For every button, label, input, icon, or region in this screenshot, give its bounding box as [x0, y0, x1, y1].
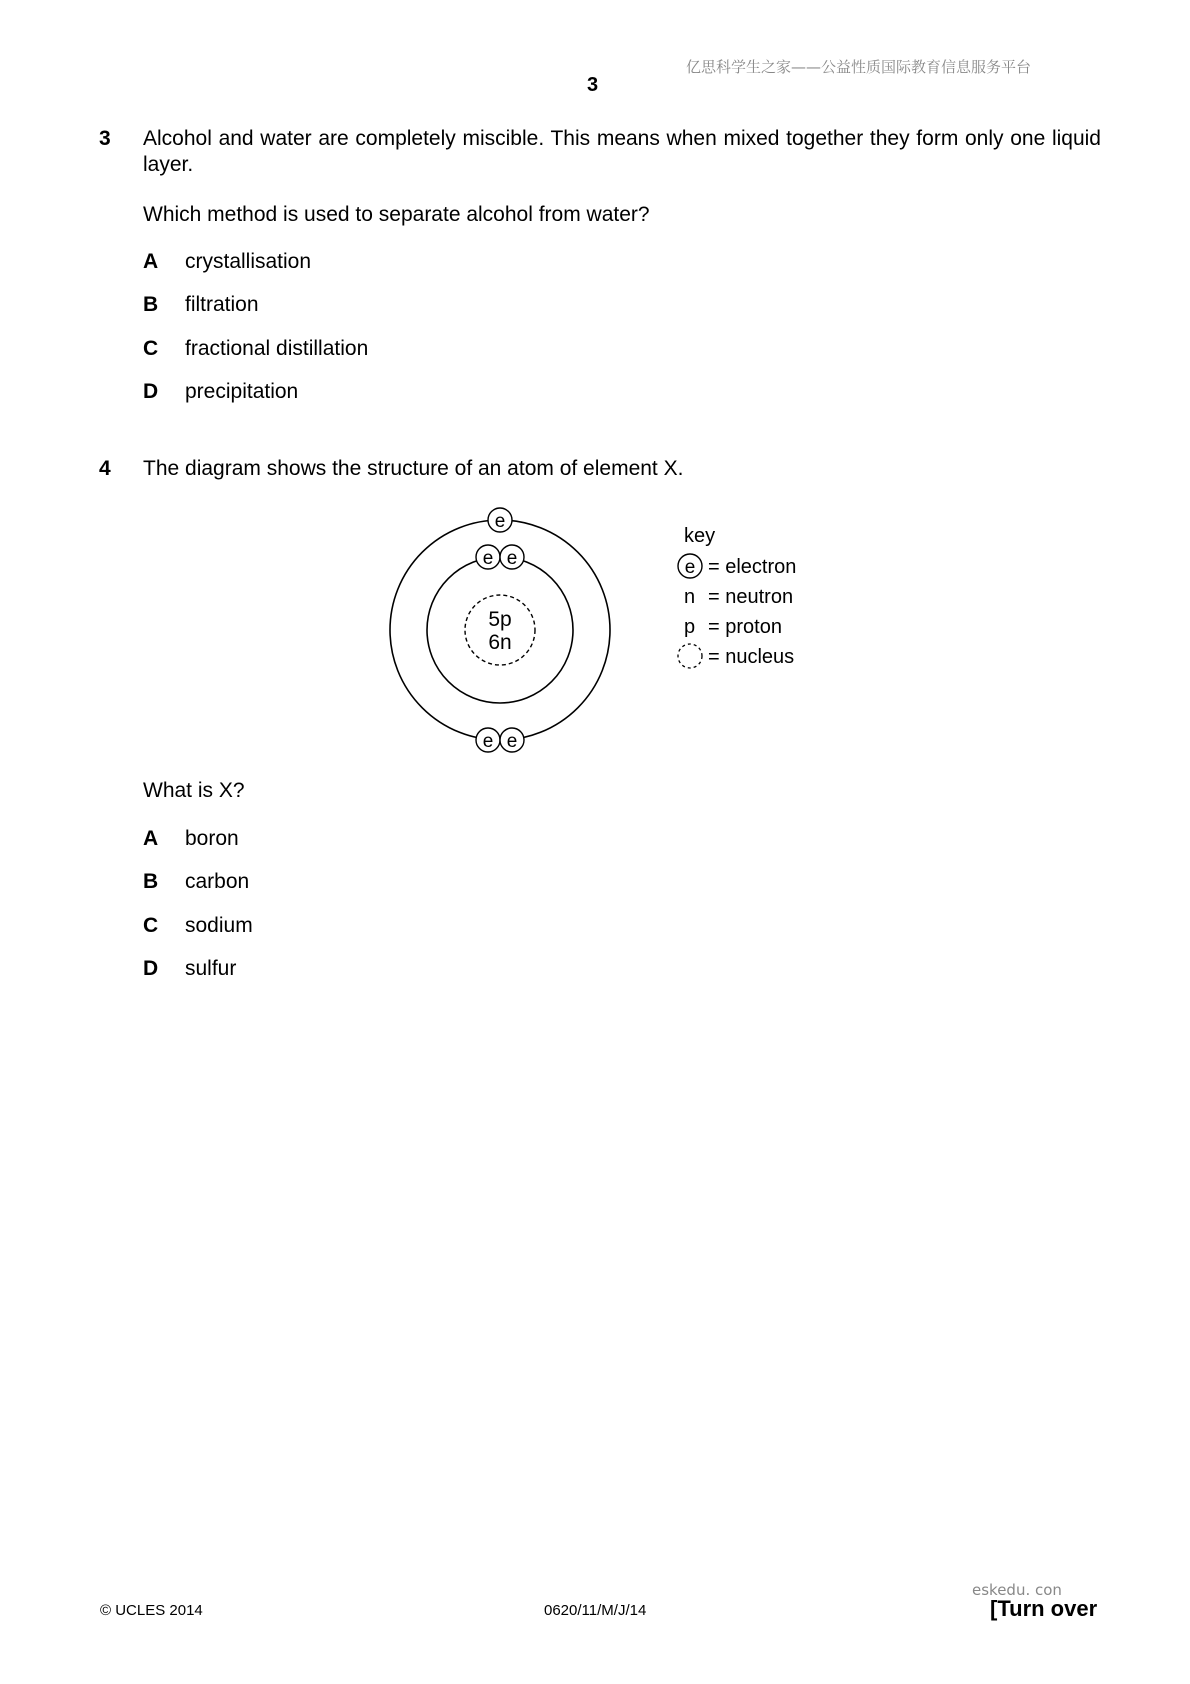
q3-option-d-text: precipitation — [185, 380, 299, 403]
q4-option-d-letter: D — [143, 957, 159, 980]
electron-outer-bottom-left — [476, 728, 500, 752]
svg-text:e: e — [494, 511, 506, 532]
header-watermark: 亿思科学生之家——公益性质国际教育信息服务平台 — [686, 58, 1032, 76]
q4-option-b-text: carbon — [185, 870, 250, 893]
q3-option-a-text: crystallisation — [185, 250, 312, 273]
electron-inner-top-right — [500, 545, 524, 569]
nucleus-protons-label: 5p — [488, 608, 512, 631]
question-4-number: 4 — [99, 457, 111, 480]
svg-text:e: e — [684, 557, 696, 578]
nucleus-neutrons-label: 6n — [488, 631, 512, 654]
q3-option-a-letter: A — [143, 250, 159, 273]
key-nucleus-icon — [678, 644, 702, 668]
atom-structure-diagram — [380, 505, 820, 755]
electron-outer-bottom-right — [500, 728, 524, 752]
footer-watermark: eskedu. con — [972, 1581, 1062, 1599]
key-proton-label: = proton — [708, 616, 782, 638]
key-title: key — [684, 525, 716, 547]
svg-text:e: e — [482, 548, 494, 569]
question-3-number: 3 — [99, 127, 111, 150]
page-number: 3 — [587, 74, 599, 96]
q3-option-b-letter: B — [143, 293, 159, 316]
svg-text:e: e — [506, 548, 518, 569]
q3-option-c-text: fractional distillation — [185, 337, 369, 360]
question-3-text: Alcohol and water are completely miscible. This means when mixed together they form only one liquid layer. — [143, 127, 1101, 176]
question-3-prompt: Which method is used to separate alcohol from water? — [143, 203, 650, 226]
turn-over-label: [Turn over — [990, 1596, 1098, 1621]
q4-option-a-text: boron — [185, 827, 239, 850]
q4-option-c-letter: C — [143, 914, 159, 937]
question-4-text: The diagram shows the structure of an atom of element X. — [143, 457, 684, 480]
q3-option-b-text: filtration — [185, 293, 259, 316]
key-proton-symbol: p — [684, 616, 696, 638]
key-electron-icon — [678, 554, 702, 578]
footer-copyright: © UCLES 2014 — [100, 1602, 203, 1619]
electron-inner-top-left — [476, 545, 500, 569]
electron-outer-top — [488, 508, 512, 532]
svg-text:e: e — [482, 731, 494, 752]
key-neutron-label: = neutron — [708, 586, 794, 608]
q3-option-d-letter: D — [143, 380, 159, 403]
question-4-prompt: What is X? — [143, 779, 245, 802]
q4-option-d-text: sulfur — [185, 957, 237, 980]
key-nucleus-label: = nucleus — [708, 646, 795, 668]
q4-option-b-letter: B — [143, 870, 159, 893]
footer-paper-code: 0620/11/M/J/14 — [544, 1602, 647, 1619]
key-neutron-symbol: n — [684, 586, 696, 608]
svg-text:e: e — [506, 731, 518, 752]
key-electron-label: = electron — [708, 556, 797, 578]
q4-option-c-text: sodium — [185, 914, 253, 937]
q3-option-c-letter: C — [143, 337, 159, 360]
q4-option-a-letter: A — [143, 827, 159, 850]
